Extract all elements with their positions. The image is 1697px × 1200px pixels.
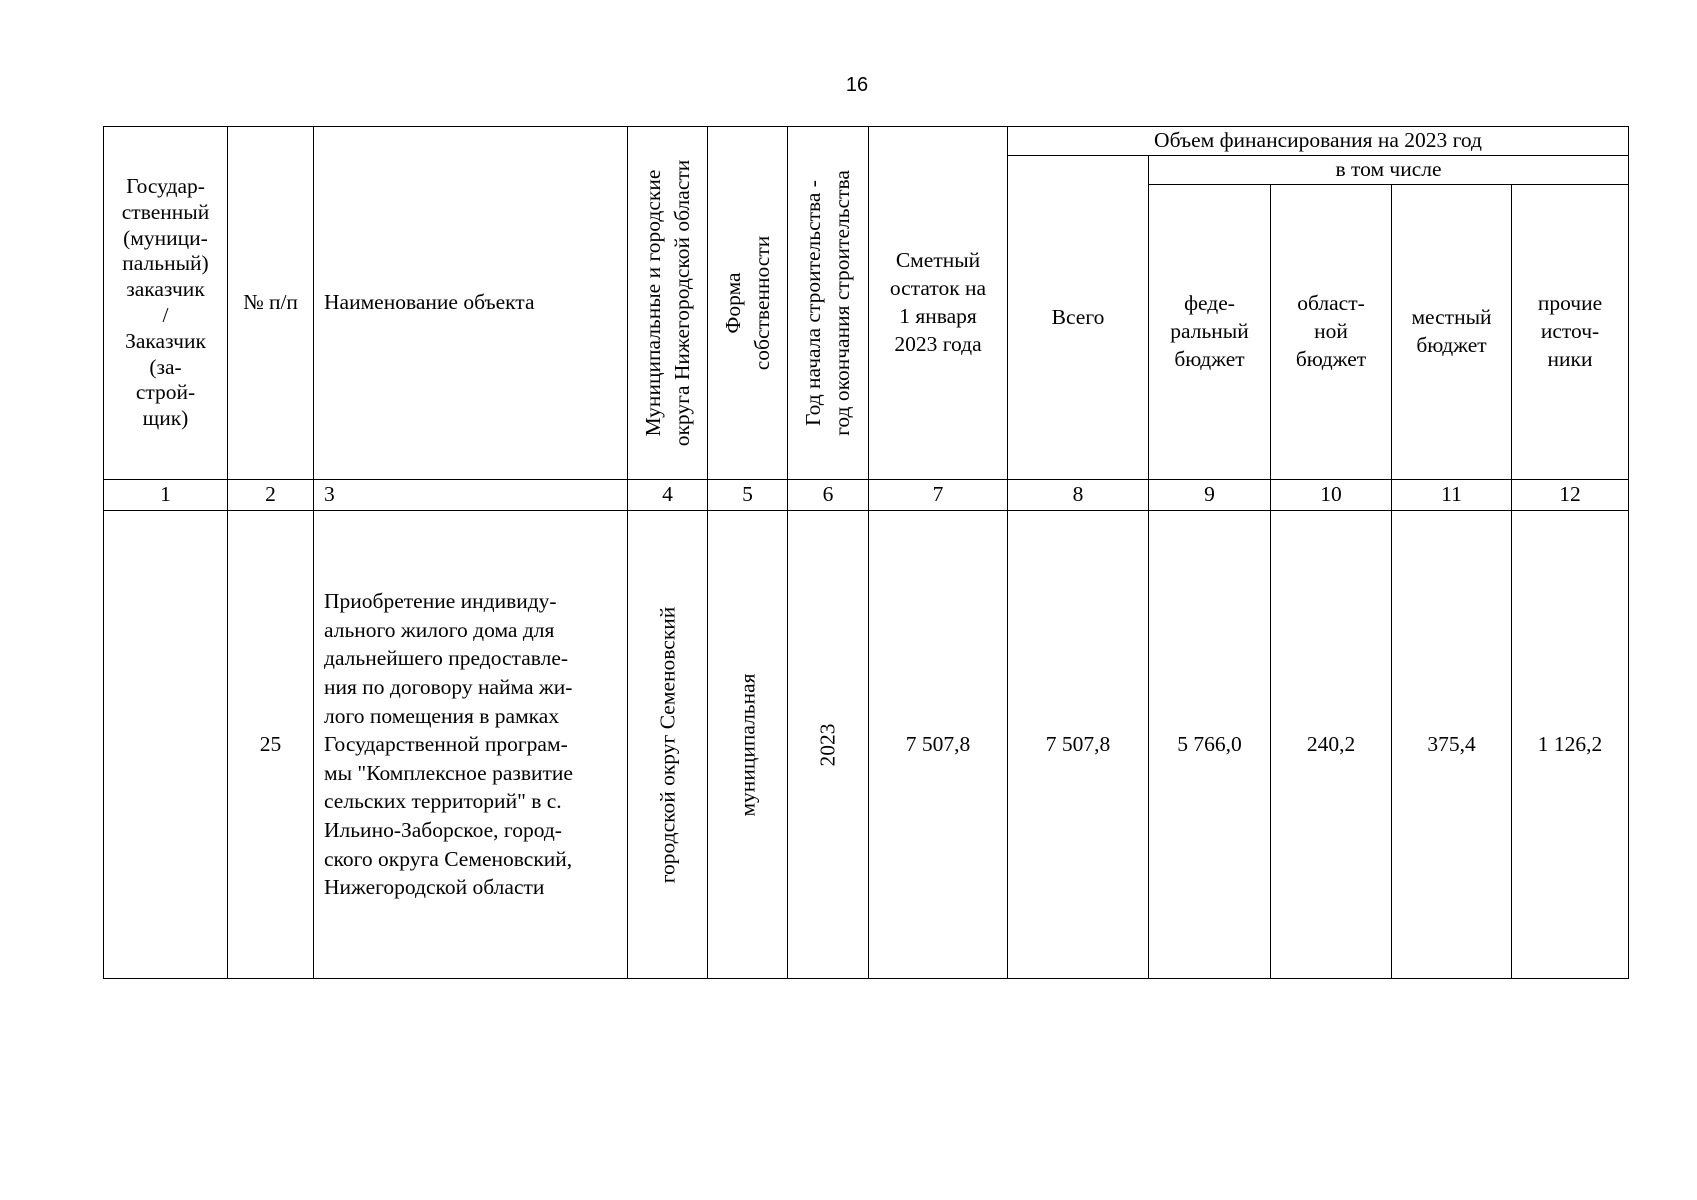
cell-municipality: городской округ Семеновский bbox=[628, 511, 708, 979]
header-object-name: Наименование объекта bbox=[314, 127, 628, 480]
header-municipality: Муниципальные и городские округа Нижегородской области bbox=[628, 127, 708, 480]
cell-estimate: 7 507,8 bbox=[869, 511, 1008, 979]
column-number: 2 bbox=[228, 480, 314, 511]
header-total: Всего bbox=[1008, 156, 1149, 480]
cell-federal: 5 766,0 bbox=[1149, 511, 1271, 979]
header-federal: феде- ральный бюджет bbox=[1149, 185, 1271, 480]
column-number: 1 bbox=[104, 480, 228, 511]
header-including: в том числе bbox=[1149, 156, 1629, 185]
column-number: 8 bbox=[1008, 480, 1149, 511]
header-other: прочие источ- ники bbox=[1512, 185, 1629, 480]
cell-number: 25 bbox=[228, 511, 314, 979]
column-number: 6 bbox=[788, 480, 869, 511]
page-number: 16 bbox=[845, 74, 869, 96]
table-row bbox=[104, 511, 1629, 979]
column-number: 11 bbox=[1392, 480, 1512, 511]
header-estimate: Сметный остаток на 1 января 2023 года bbox=[869, 127, 1008, 480]
cell-customer bbox=[104, 511, 228, 979]
column-number: 5 bbox=[708, 480, 788, 511]
cell-local: 375,4 bbox=[1392, 511, 1512, 979]
header-customer: Государ- ственный (муници- пальный) заказчик / Заказчик (за- строй- щик) bbox=[104, 127, 228, 480]
column-number: 9 bbox=[1149, 480, 1271, 511]
investment-table bbox=[103, 126, 1629, 979]
column-numbers-row bbox=[104, 480, 1629, 511]
column-number: 12 bbox=[1512, 480, 1629, 511]
header-regional: област- ной бюджет bbox=[1271, 185, 1392, 480]
header-funding-title: Объем финансирования на 2023 год bbox=[1008, 127, 1629, 156]
column-number: 4 bbox=[628, 480, 708, 511]
cell-total: 7 507,8 bbox=[1008, 511, 1149, 979]
cell-regional: 240,2 bbox=[1271, 511, 1392, 979]
header-number: № п/п bbox=[228, 127, 314, 480]
header-years: Год начала строительства - год окончания строительства bbox=[788, 127, 869, 480]
cell-other: 1 126,2 bbox=[1512, 511, 1629, 979]
cell-object-name: Приобретение индивиду- ального жилого дома для дальнейшего предоставле- ния по договору найма жи- лого помещения в рамках Государственной програм- мы "Комплексное развитие сельских территорий" в с. Ильино-Заборское, город- ского округа Семеновский, Нижегородской области bbox=[314, 511, 628, 979]
header-local: местный бюджет bbox=[1392, 185, 1512, 480]
column-number: 3 bbox=[314, 480, 628, 511]
header-ownership: Форма собственности bbox=[708, 127, 788, 480]
column-number: 10 bbox=[1271, 480, 1392, 511]
cell-ownership: муниципальная bbox=[708, 511, 788, 979]
column-number: 7 bbox=[869, 480, 1008, 511]
cell-years: 2023 bbox=[788, 511, 869, 979]
